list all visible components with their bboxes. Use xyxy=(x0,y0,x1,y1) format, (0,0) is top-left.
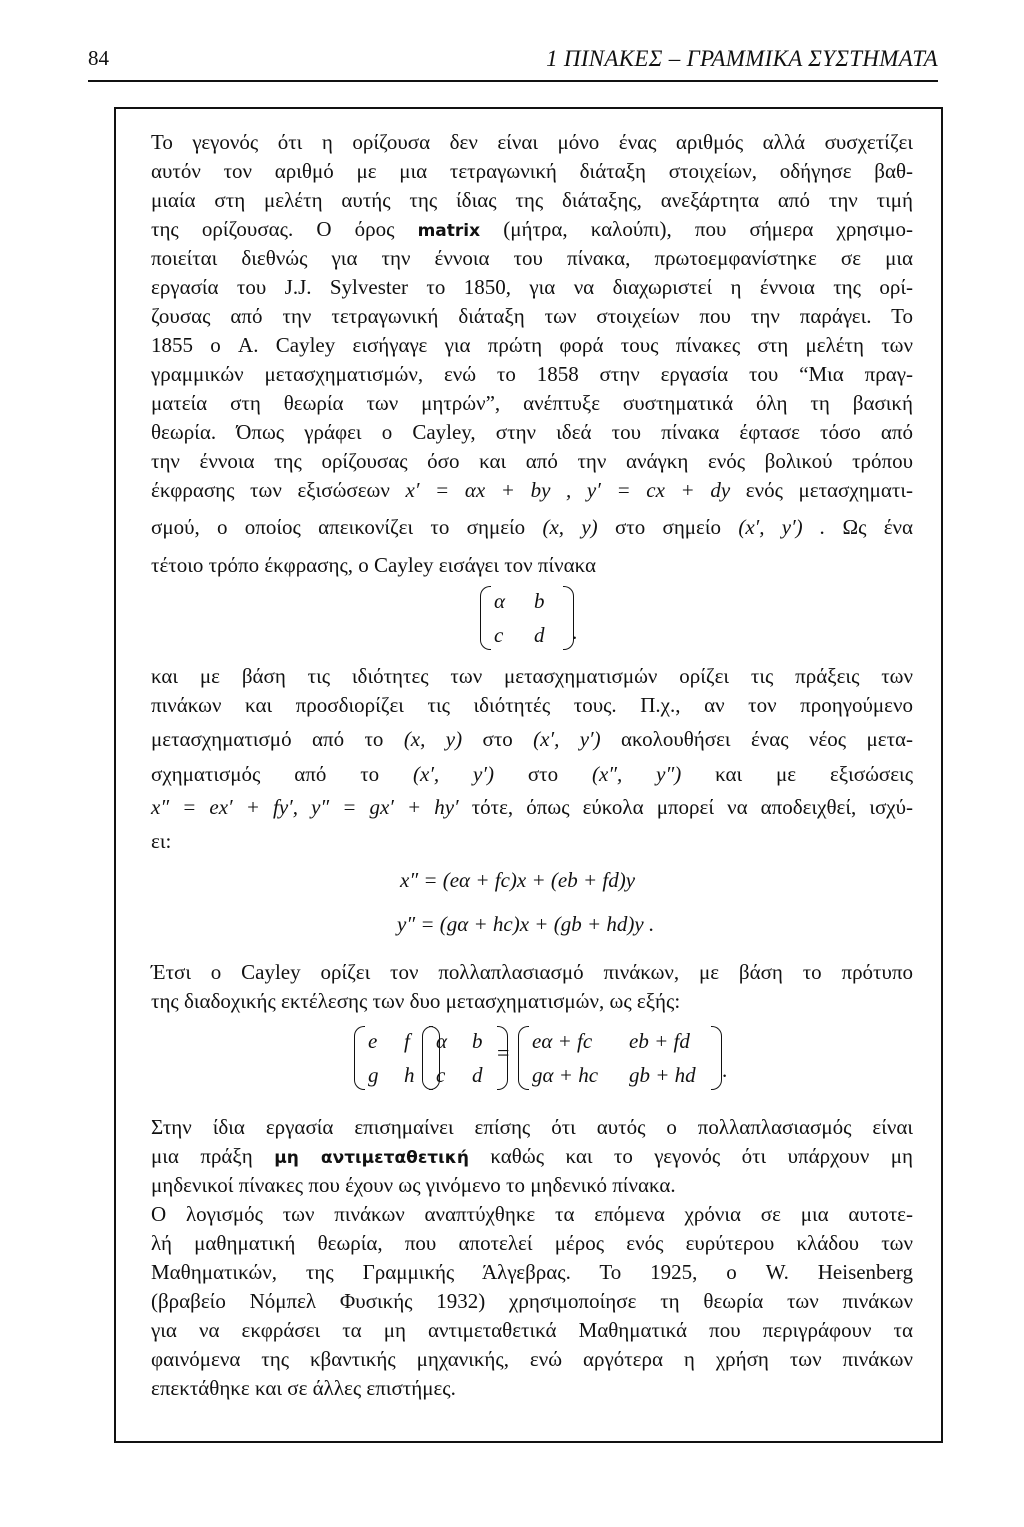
matrix-entry: gα + hc xyxy=(532,1063,599,1087)
equation-inline: x″ = ex′ + fy′, y″ = gx′ + hy′ xyxy=(151,795,459,819)
text-segment: καθώς και το γεγονός ότι υπάρχουν μη xyxy=(490,1144,914,1168)
text-line xyxy=(151,725,913,753)
text-line xyxy=(151,476,913,504)
text-line: ζουσας από την τετραγωνική διάταξη των στοιχείων που την παράγει. Το xyxy=(151,304,913,328)
text-line: (βραβείο Νόμπελ Φυσικής 1932) χρησιμοποίησε τη θεωρία των πινάκων xyxy=(151,1289,913,1313)
matrix-entry: h xyxy=(404,1063,415,1087)
text-line: Στην ίδια εργασία επισημαίνει επίσης ότι αυτός ο πολλαπλασιασμός είναι xyxy=(151,1115,913,1139)
text-segment: μια πράξη xyxy=(151,1144,253,1168)
text-segment: της ορίζουσας. Ο όρος xyxy=(151,217,395,241)
matrix-entry: c xyxy=(436,1063,446,1087)
page-header xyxy=(88,46,938,82)
text-line: φαινόμενα της κβαντικής μηχανικής, ενώ αργότερα η χρήση των πινάκων xyxy=(151,1347,913,1371)
text-line: θεωρία. Όπως γράφει ο Cayley, στην ιδεά του πίνακα έφτασε τόσο από xyxy=(151,420,913,444)
matrix-abcd xyxy=(422,1024,508,1092)
text-line: 1855 ο A. Cayley εισήγαγε για πρώτη φορά τους πίνακες στη μελέτη των xyxy=(151,333,913,357)
term-non-commutative: μη αντιμεταθετική xyxy=(274,1148,469,1168)
text-segment: (μήτρα, καλούπι), που σήμερα χρησιμο- xyxy=(503,217,914,241)
text-line xyxy=(151,513,913,541)
matrix-entry: d xyxy=(472,1063,483,1087)
point-xy: (x, y) xyxy=(542,515,598,539)
matrix-product-result xyxy=(518,1024,722,1092)
matrix-entry: c xyxy=(494,623,504,647)
text-line: λή μαθηματική θεωρία, που αποτελεί μέρος ενός ευρύτερου κλάδου των xyxy=(151,1231,913,1255)
equation-inline: y′ = cx + dy xyxy=(586,478,731,502)
text-segment: σμού, ο οποίος απεικονίζει το σημείο xyxy=(151,515,526,539)
matrix-entry: e xyxy=(368,1029,378,1053)
text-segment: στο xyxy=(527,762,559,786)
text-segment: σχηματισμός από το xyxy=(151,762,380,786)
text-line: της διαδοχικής εκτέλεσης των δυο μετασχηματισμών, ως εξής: xyxy=(151,989,681,1013)
text-line: Μαθηματικών, της Γραμμικής Άλγεβρας. Το 1925, ο W. Heisenberg xyxy=(151,1260,913,1284)
text-line: εργασία του J.J. Sylvester το 1850, για να διαχωριστεί η έννοια της ορί- xyxy=(151,275,913,299)
text-line: ει: xyxy=(151,829,172,853)
text-segment: μετασχηματισμό από το xyxy=(151,727,384,751)
text-line: μιαία στη μελέτη αυτής της ίδιας της διάταξης, ανεξάρτητα από την τιμή xyxy=(151,188,913,212)
matrix-entry: f xyxy=(404,1029,410,1053)
text-line: ματεία στη θεωρία των μητρών”, ανέπτυξε συστηματικά όλη τη βασική xyxy=(151,391,913,415)
matrix-entry: eα + fc xyxy=(532,1029,593,1053)
text-segment: ακολουθήσει ένας νέος μετα- xyxy=(621,727,914,751)
matrix-entry: eb + fd xyxy=(629,1029,690,1053)
text-line xyxy=(151,1142,913,1172)
point-xy-prime: (x′, y′) . xyxy=(738,515,826,539)
text-segment: Ως ένα xyxy=(842,515,914,539)
matrix-entry: d xyxy=(534,623,545,647)
text-line xyxy=(151,793,913,821)
text-line: επεκτάθηκε και σε άλλες επιστήμες. xyxy=(151,1376,456,1400)
text-line: Έτσι ο Cayley ορίζει τον πολλαπλασιασμό πινάκων, με βάση το πρότυπο xyxy=(151,960,913,984)
text-line xyxy=(151,760,913,788)
matrix-entry: b xyxy=(534,589,545,613)
text-segment: έκφρασης των εξισώσεων xyxy=(151,478,390,502)
text-line: για να εκφράσει τα μη αντιμεταθετικά Μαθηματικά που περιγράφουν τα xyxy=(151,1318,913,1342)
text-segment: και με εξισώσεις xyxy=(715,762,914,786)
equation-display: x″ = (eα + fc)x + (eb + fd)y xyxy=(400,868,636,892)
equation-inline: x′ = αx + by , xyxy=(405,478,572,502)
text-line: αυτόν τον αριθμό με μια τετραγωνική διάταξη στοιχείων, οδήγησε βαθ- xyxy=(151,159,913,183)
page-number: 84 xyxy=(88,46,109,70)
matrix-entry: α xyxy=(436,1029,448,1053)
point-xy: (x, y) xyxy=(403,727,463,751)
text-segment: ενός μετασχηματι- xyxy=(745,478,914,502)
matrix-period: . xyxy=(572,620,578,644)
term-matrix: matrix xyxy=(417,221,481,241)
text-line: την έννοια της ορίζουσας όσο και από την ανάγκη ενός βολικού τρόπου xyxy=(151,449,913,473)
equals-sign: = xyxy=(497,1040,510,1065)
matrix-entry: b xyxy=(472,1029,483,1053)
text-segment: τότε, όπως εύκολα μπορεί να αποδειχθεί, ισχύ- xyxy=(471,795,914,819)
matrix-entry: g xyxy=(368,1063,379,1087)
text-line: πινάκων και προσδιορίζει τις ιδιότητές τους. Π.χ., αν τον προηγούμενο xyxy=(151,693,913,717)
chapter-title: 1 ΠΙΝΑΚΕΣ – ΓΡΑΜΜΙΚΑ ΣΥΣΤΗΜΑΤΑ xyxy=(546,46,938,71)
text-line: και με βάση τις ιδιότητες των μετασχηματισμών ορίζει τις πράξεις των xyxy=(151,664,913,688)
text-line: ποιείται διεθνώς για την έννοια του πίνακα, πρωτοεμφανίστηκε σε μια xyxy=(151,246,913,270)
text-line: Το γεγονός ότι η ορίζουσα δεν είναι μόνο ένας αριθμός αλλά συσχετίζει xyxy=(151,130,913,154)
matrix-period: . xyxy=(722,1058,728,1082)
text-line: μηδενικοί πίνακες που έχουν ως γινόμενο το μηδενικό πίνακα. xyxy=(151,1173,676,1197)
point-xy-prime: (x′, y′) xyxy=(413,762,494,786)
text-line: γραμμικών μετασχηματισμών, ενώ το 1858 στην εργασία του “Μια πραγ- xyxy=(151,362,913,386)
text-segment: στο σημείο xyxy=(614,515,722,539)
matrix-entry: gb + hd xyxy=(629,1063,696,1087)
equation-display: y″ = (gα + hc)x + (gb + hd)y . xyxy=(397,912,655,936)
matrix-entry: α xyxy=(494,589,506,613)
point-xy-prime: (x′, y′) xyxy=(533,727,601,751)
text-segment: στο xyxy=(482,727,513,751)
text-line xyxy=(151,215,913,245)
point-xy-double-prime: (x″, y″) xyxy=(591,762,682,786)
matrix-abcd xyxy=(480,584,574,652)
text-line: Ο λογισμός των πινάκων αναπτύχθηκε τα επόμενα χρόνια σε μια αυτοτε- xyxy=(151,1202,913,1226)
text-line: τέτοιο τρόπο έκφρασης, ο Cayley εισάγει τον πίνακα xyxy=(151,553,597,577)
